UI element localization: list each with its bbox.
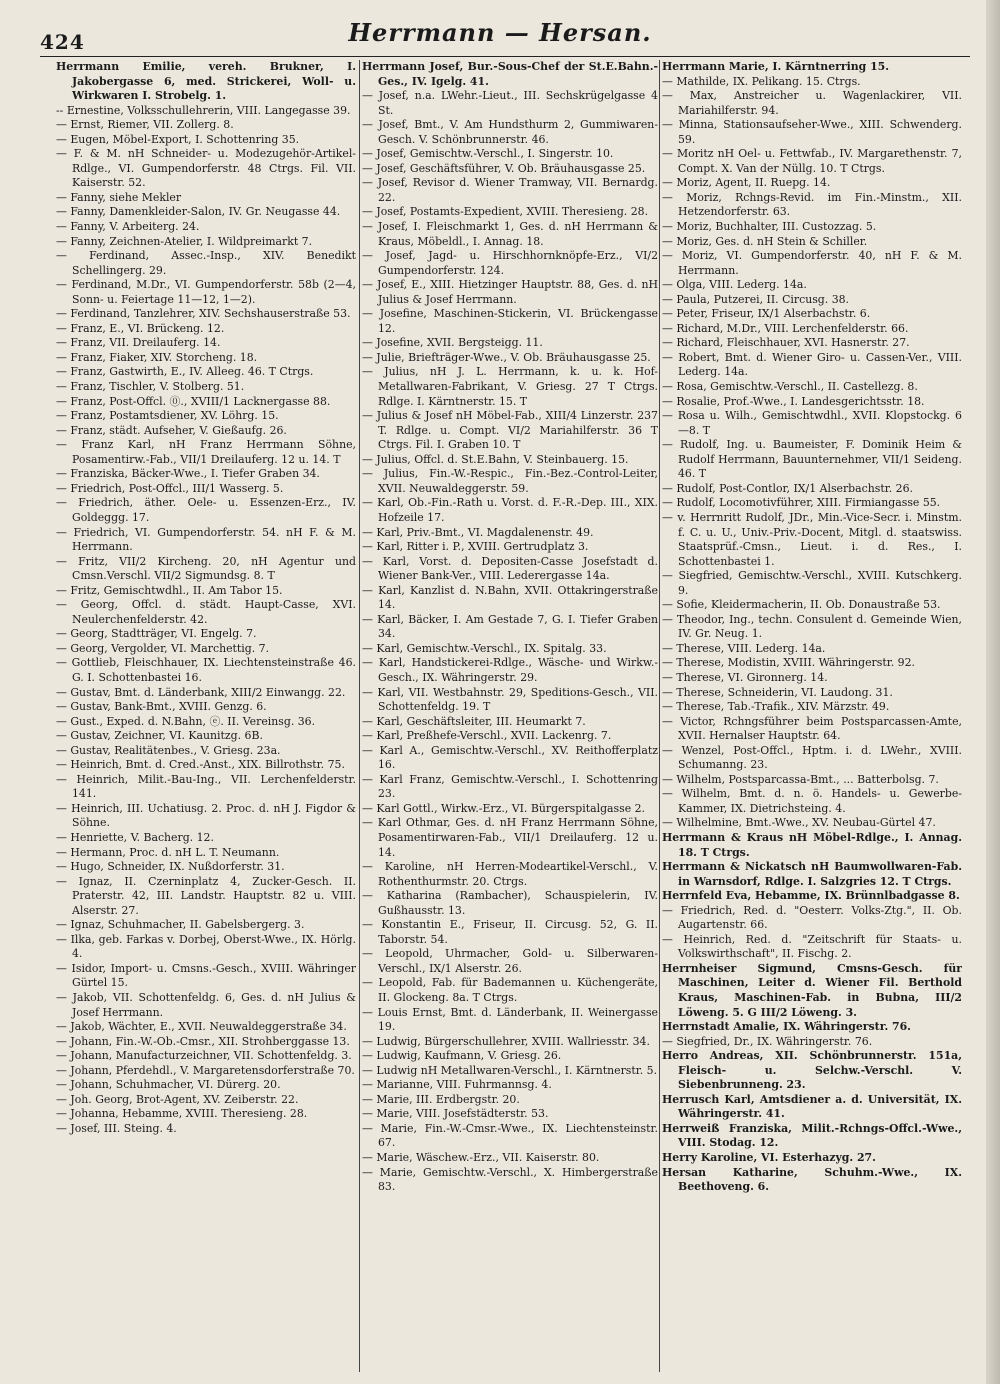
directory-entry: — Leopold, Fab. für Bademannen u. Küchengeräte, II. Glockeng. 8a. T Ctrgs. — [362, 976, 658, 1004]
directory-entry: — Josef, Revisor d. Wiener Tramway, VII. Bernardg. 22. — [362, 176, 658, 204]
directory-entry: — Gustav, Bmt. d. Länderbank, XIII/2 Einwangg. 22. — [56, 685, 346, 699]
directory-entry: — F. & M. nH Schneider- u. Modezugehör-Artikel-Rdlge., VI. Gumpendorferstr. 48 Ctrgs. Fil. VII. Kaiserstr. 52. — [56, 147, 356, 190]
directory-entry: Herrusch Karl, Amtsdiener a. d. Universität, IX. Währingerstr. 41. — [662, 1092, 962, 1121]
directory-entry: — Wilhelm, Bmt. d. n. ö. Handels- u. Gewerbe-Kammer, IX. Dietrichsteing. 4. — [662, 787, 962, 815]
directory-entry: — Fanny, Damenkleider-Salon, IV. Gr. Neugasse 44. — [56, 205, 341, 219]
directory-entry: — Moriz, VI. Gumpendorferstr. 40, nH F. & M. Herrmann. — [662, 249, 962, 277]
directory-entry: — Gust., Exped. d. N.Bahn, ⓔ. II. Vereinsg. 36. — [56, 714, 316, 728]
directory-entry: — Johann, Schuhmacher, VI. Dürerg. 20. — [56, 1078, 281, 1092]
directory-entry: — Wilhelm, Postsparcassa-Bmt., ... Batterbolsg. 7. — [662, 772, 939, 786]
directory-entry: — Friedrich, Red. d. "Oesterr. Volks-Ztg.", II. Ob. Augartenstr. 66. — [662, 903, 962, 932]
directory-entry: — Fanny, V. Arbeiterg. 24. — [56, 220, 200, 234]
directory-entry: — Eugen, Möbel-Export, I. Schottenring 35. — [56, 132, 300, 146]
directory-entry: — Therese, Schneiderin, VI. Laudong. 31. — [662, 685, 893, 699]
directory-entry: — Henriette, V. Bacherg. 12. — [56, 830, 214, 844]
directory-entry: — Fritz, VII/2 Kircheng. 20, nH Agentur und Cmsn.Verschl. VII/2 Sigmundsg. 8. T — [56, 554, 356, 583]
directory-entry: — Rosa, Gemischtw.-Verschl., II. Castellezg. 8. — [662, 380, 918, 394]
directory-entry: Hersan Katharine, Schuhm.-Wwe., IX. Beethoveng. 6. — [662, 1165, 962, 1194]
directory-entry: Herro Andreas, XII. Schönbrunnerstr. 151a, Fleisch- u. Selchw.-Verschl. V. Siebenbrunneng. 23. — [662, 1049, 962, 1092]
directory-entry: — Karl Othmar, Ges. d. nH Franz Herrmann Söhne, Posamentirwaren-Fab., VII/1 Dreilauferg. 12 u. 14. — [362, 816, 658, 859]
directory-entry: — Georg, Stadtträger, VI. Engelg. 7. — [56, 627, 257, 641]
directory-entry: — Jakob, Wächter, E., XVII. Neuwaldeggerstraße 34. — [56, 1020, 347, 1034]
directory-entry: — Therese, VIII. Lederg. 14a. — [662, 641, 826, 655]
directory-entry: — Franz, Postamtsdiener, XV. Löhrg. 15. — [56, 409, 279, 423]
directory-entry: — Rosalie, Prof.-Wwe., I. Landesgerichtsstr. 18. — [662, 394, 925, 408]
directory-entry: — Ignaz, Schuhmacher, II. Gabelsbergerg. 3. — [56, 918, 305, 932]
directory-entry: Herrmann & Kraus nH Möbel-Rdlge., I. Annag. 18. T Ctrgs. — [662, 830, 962, 859]
directory-entry: — Franz, Tischler, V. Stolberg. 51. — [56, 380, 245, 394]
directory-entry: — Karl, Ob.-Fin.-Rath u. Vorst. d. F.-R.-Dep. III., XIX. Hofzeile 17. — [362, 496, 658, 524]
directory-entry: — Rudolf, Post-Contlor, IX/1 Alserbachstr. 26. — [662, 481, 913, 495]
directory-entry: — Franz, Fiaker, XIV. Storcheng. 18. — [56, 350, 258, 364]
directory-entry: Herrnstadt Amalie, IX. Währingerstr. 76. — [662, 1020, 911, 1034]
directory-entry: — v. Herrnritt Rudolf, JDr., Min.-Vice-Secr. i. Minstm. f. C. u. U., Univ.-Priv.-Docent, Mitgl. d. staatswiss. Staatsprüf.-Cmsn., Lieut. i. d. Res., I. Schottenbastei 1. — [662, 510, 962, 568]
directory-entry: — Johann, Pferdehdl., V. Margaretensdorferstraße 70. — [56, 1063, 355, 1077]
directory-entry: — Marie, VIII. Josefstädterstr. 53. — [362, 1107, 549, 1121]
directory-entry: — Karoline, nH Herren-Modeartikel-Verschl., V. Rothenthurmstr. 20. Ctrgs. — [362, 860, 658, 888]
directory-entry: — Josefine, Maschinen-Stickerin, VI. Brückengasse 12. — [362, 307, 658, 335]
directory-entry: — Karl, Geschäftsleiter, III. Heumarkt 7. — [362, 714, 586, 728]
directory-entry: — Konstantin E., Friseur, II. Circusg. 52, G. II. Taborstr. 54. — [362, 918, 658, 946]
directory-entry: — Heinrich, Bmt. d. Cred.-Anst., XIX. Billrothstr. 75. — [56, 758, 345, 772]
directory-entry: — Karl Gottl., Wirkw.-Erz., VI. Bürgerspitalgasse 2. — [362, 801, 646, 815]
directory-entry: — Moritz nH Oel- u. Fettwfab., IV. Margarethenstr. 7, Compt. X. Van der Nüllg. 10. T Ctrgs. — [662, 147, 962, 175]
directory-entry: — Marie, Gemischtw.-Verschl., X. Himbergerstraße 83. — [362, 1165, 658, 1194]
directory-entry: — Louis Ernst, Bmt. d. Länderbank, II. Weinergasse 19. — [362, 1005, 658, 1034]
directory-entry: — Mathilde, IX. Pelikang. 15. Ctrgs. — [662, 74, 861, 88]
directory-entry: — Friedrich, VI. Gumpendorferstr. 54. nH F. & M. Herrmann. — [56, 525, 356, 554]
directory-entry: — Karl, Bäcker, I. Am Gestade 7, G. I. Tiefer Graben 34. — [362, 612, 658, 641]
directory-entry: — Friedrich, äther. Oele- u. Essenzen-Erz., IV. Goldeggg. 17. — [56, 496, 356, 524]
directory-entry: — Hugo, Schneider, IX. Nußdorferstr. 31. — [56, 860, 285, 874]
directory-entry: — Fritz, Gemischtwdhl., II. Am Tabor 15. — [56, 583, 283, 597]
directory-entry: — Fanny, siehe Mekler — [56, 190, 182, 204]
directory-entry: — Victor, Rchngsführer beim Postsparcassen-Amte, XVII. Hernalser Hauptstr. 64. — [662, 714, 962, 743]
directory-entry: Herrnheiser Sigmund, Cmsns-Gesch. für Maschinen, Leiter d. Wiener Fil. Berthold Kraus, Maschinen-Fab. in Bubna, III/2 Löweng. 5. G III/2 Löweng. 3. — [662, 961, 962, 1019]
directory-entry: — Therese, Tab.-Trafik., XIV. Märzstr. 49. — [662, 700, 890, 714]
directory-entry: — Wenzel, Post-Offcl., Hptm. i. d. LWehr., XVIII. Schumanng. 23. — [662, 743, 962, 772]
directory-entry: — Franz, Post-Offcl. ⓪., XVIII/1 Lacknergasse 88. — [56, 394, 331, 408]
directory-entry: Herrmann & Nickatsch nH Baumwollwaren-Fab. in Warnsdorf, Rdlge. I. Salzgries 12. T Ctrgs. — [662, 860, 962, 888]
directory-entry: — Julius, Offcl. d. St.E.Bahn, V. Steinbauerg. 15. — [362, 452, 629, 466]
directory-entry: — Katharina (Rambacher), Schauspielerin, IV. Gußhausstr. 13. — [362, 889, 658, 917]
directory-entry: — Karl Franz, Gemischtw.-Verschl., I. Schottenring 23. — [362, 772, 658, 801]
directory-entry: — Ignaz, II. Czerninplatz 4, Zucker-Gesch. II. Praterstr. 42, III. Landstr. Hauptstr. 82 u. VIII. Alserstr. 27. — [56, 874, 356, 917]
directory-entry: — Ludwig nH Metallwaren-Verschl., I. Kärntnerstr. 5. — [362, 1063, 658, 1077]
directory-entry: — Max, Anstreicher u. Wagenlackirer, VII. Mariahilferstr. 94. — [662, 89, 962, 117]
directory-entry: — Theodor, Ing., techn. Consulent d. Gemeinde Wien, IV. Gr. Neug. 1. — [662, 612, 962, 641]
page-number: 424 — [40, 30, 85, 54]
directory-entry: — Sofie, Kleidermacherin, II. Ob. Donaustraße 53. — [662, 598, 941, 612]
directory-entry: — Josef, Bmt., V. Am Hundsthurm 2, Gummiwaren-Gesch. V. Schönbrunnerstr. 46. — [362, 118, 658, 146]
directory-entry: — Siegfried, Dr., IX. Währingerstr. 76. — [662, 1034, 873, 1048]
directory-entry: — Karl, Handstickerei-Rdlge., Wäsche- und Wirkw.-Gesch., IX. Währingerstr. 29. — [362, 656, 658, 684]
directory-entry: — Ferdinand, Tanzlehrer, XIV. Sechshauserstraße 53. — [56, 307, 351, 321]
directory-entry: — Gustav, Zeichner, VI. Kaunitzg. 6B. — [56, 729, 263, 743]
directory-entry: — Franz, Gastwirth, E., IV. Alleeg. 46. T Ctrgs. — [56, 365, 314, 379]
directory-entry: — Gottlieb, Fleischhauer, IX. Liechtensteinstraße 46. G. I. Schottenbastei 16. — [56, 656, 356, 684]
directory-entry: — Karl, Gemischtw.-Verschl., IX. Spitalg. 33. — [362, 641, 607, 655]
directory-entry: — Therese, Modistin, XVIII. Währingerstr. 92. — [662, 656, 915, 670]
directory-entry: — Fanny, Zeichnen-Atelier, I. Wildpreimarkt 7. — [56, 234, 313, 248]
directory-entry: — Franziska, Bäcker-Wwe., I. Tiefer Graben 34. — [56, 467, 320, 481]
directory-entry: — Josef, I. Fleischmarkt 1, Ges. d. nH Herrmann & Kraus, Möbeldl., I. Annag. 18. — [362, 220, 658, 248]
directory-entry: — Ilka, geb. Farkas v. Dorbej, Oberst-Wwe., IX. Hörlg. 4. — [56, 932, 356, 961]
directory-entry: — Heinrich, Milit.-Bau-Ing., VII. Lerchenfelderstr. 141. — [56, 772, 356, 801]
directory-entry: — Hermann, Proc. d. nH L. T. Neumann. — [56, 845, 280, 859]
directory-entry: — Karl A., Gemischtw.-Verschl., XV. Reithofferplatz 16. — [362, 743, 658, 772]
directory-entry: — Franz Karl, nH Franz Herrmann Söhne, Posamentirw.-Fab., VII/1 Dreilauferg. 12 u. 14. T — [56, 438, 356, 466]
directory-entry: — Karl, Vorst. d. Depositen-Casse Josefstadt d. Wiener Bank-Ver., VIII. Lederergasse 14a. — [362, 554, 658, 583]
directory-entry: — Josef, E., XIII. Hietzinger Hauptstr. 88, Ges. d. nH Julius & Josef Herrmann. — [362, 278, 658, 306]
directory-entry: — Franz, E., VI. Brückeng. 12. — [56, 321, 225, 335]
directory-entry: — Ferdinand, Assec.-Insp., XIV. Benedikt Schellingerg. 29. — [56, 249, 356, 277]
directory-entry: — Gustav, Bank-Bmt., XVIII. Genzg. 6. — [56, 700, 267, 714]
directory-entry: — Isidor, Import- u. Cmsns.-Gesch., XVIII. Währinger Gürtel 15. — [56, 961, 356, 990]
directory-entry: — Josef, Postamts-Expedient, XVIII. Theresieng. 28. — [362, 205, 649, 219]
directory-entry: — Richard, Fleischhauer, XVI. Hasnerstr. 27. — [662, 336, 910, 350]
directory-entry: — Josefine, XVII. Bergsteigg. 11. — [362, 336, 543, 350]
directory-entry: — Karl, Priv.-Bmt., VI. Magdalenenstr. 49. — [362, 525, 594, 539]
directory-entry: — Josef, n.a. LWehr.-Lieut., III. Sechskrügelgasse 4 St. — [362, 89, 658, 117]
directory-entry: — Minna, Stationsaufseher-Wwe., XIII. Schwenderg. 59. — [662, 118, 962, 146]
directory-entry: — Karl, Preßhefe-Verschl., XVII. Lackenrg. 7. — [362, 729, 612, 743]
directory-entry: — Josef, Jagd- u. Hirschhornknöpfe-Erz., VI/2 Gumpendorferstr. 124. — [362, 249, 658, 277]
directory-entry: — Olga, VIII. Lederg. 14a. — [662, 278, 807, 292]
column-2 — [362, 60, 658, 1372]
directory-entry: — Jakob, VII. Schottenfeldg. 6, Ges. d. nH Julius & Josef Herrmann. — [56, 991, 356, 1019]
page-edge — [986, 0, 1000, 1384]
directory-entry: — Robert, Bmt. d. Wiener Giro- u. Cassen-Ver., VIII. Lederg. 14a. — [662, 350, 962, 379]
directory-entry: — Franz, städt. Aufseher, V. Gießaufg. 26. — [56, 423, 287, 437]
directory-entry: — Therese, VI. Gironnerg. 14. — [662, 670, 828, 684]
directory-entry: — Heinrich, Red. d. "Zeitschrift für Staats- u. Volkswirthschaft", II. Fischg. 2. — [662, 932, 962, 961]
directory-entry: — Karl, Ritter i. P., XVIII. Gertrudplatz 3. — [362, 540, 589, 554]
directory-entry: — Richard, M.Dr., VIII. Lerchenfelderstr. 66. — [662, 321, 909, 335]
directory-entry: — Julie, Briefträger-Wwe., V. Ob. Bräuhausgasse 25. — [362, 350, 651, 364]
directory-entry: — Friedrich, Post-Offcl., III/1 Wasserg. 5. — [56, 481, 284, 495]
directory-entry: Herrmann Josef, Bur.-Sous-Chef der St.E.Bahn.-Ges., IV. Igelg. 41. — [362, 60, 658, 88]
directory-entry: — Josef, III. Steing. 4. — [56, 1121, 177, 1135]
directory-entry: — Moriz, Rchngs-Revid. im Fin.-Minstm., XII. Hetzendorferstr. 63. — [662, 190, 962, 219]
directory-entry: Herry Karoline, VI. Esterhazyg. 27. — [662, 1151, 876, 1165]
directory-entry: -- Ernestine, Volksschullehrerin, VIII. Langegasse 39. — [56, 103, 351, 117]
directory-entry: — Ludwig, Bürgerschullehrer, XVIII. Wallriesstr. 34. — [362, 1034, 650, 1048]
column-divider — [659, 60, 660, 1372]
directory-entry: Herrmann Emilie, vereh. Brukner, I. Jakobergasse 6, med. Strickerei, Woll- u. Wirkwaren I. Strobelg. 1. — [56, 60, 356, 103]
directory-entry: — Gustav, Realitätenbes., V. Griesg. 23a. — [56, 743, 281, 757]
directory-entry: — Marie, Fin.-W.-Cmsr.-Wwe., IX. Liechtensteinstr. 67. — [362, 1121, 658, 1150]
directory-entry: Herrmann Marie, I. Kärntnerring 15. — [662, 60, 890, 73]
directory-entry: Herrnfeld Eva, Hebamme, IX. Brünnlbadgasse 8. — [662, 889, 960, 903]
directory-entry: — Ernst, Riemer, VII. Zollerg. 8. — [56, 118, 234, 132]
directory-entry: — Peter, Friseur, IX/1 Alserbachstr. 6. — [662, 307, 871, 321]
directory-entry: — Heinrich, III. Uchatiusg. 2. Proc. d. nH J. Figdor & Söhne. — [56, 801, 356, 830]
directory-entry: — Marie, Wäschew.-Erz., VII. Kaiserstr. 80. — [362, 1151, 600, 1165]
directory-entry: — Julius, nH J. L. Herrmann, k. u. k. Hof-Metallwaren-Fabrikant, V. Griesg. 27 T Ctrgs. Rdlge. I. Kärntnerstr. 15. T — [362, 365, 658, 408]
directory-entry: Herrweiß Franziska, Milit.-Rchngs-Offcl.-Wwe., VIII. Stodag. 12. — [662, 1121, 962, 1150]
directory-entry: — Wilhelmine, Bmt.-Wwe., XV. Neubau-Gürtel 47. — [662, 816, 936, 830]
directory-entry: — Georg, Vergolder, VI. Marchettig. 7. — [56, 641, 270, 655]
directory-entry: — Karl, Kanzlist d. N.Bahn, XVII. Ottakringerstraße 14. — [362, 583, 658, 612]
directory-entry: — Rudolf, Locomotivführer, XIII. Firmiangasse 55. — [662, 496, 941, 510]
header-rule — [40, 56, 970, 57]
directory-entry: — Ludwig, Kaufmann, V. Griesg. 26. — [362, 1049, 562, 1063]
directory-entry: — Julius, Fin.-W.-Respic., Fin.-Bez.-Control-Leiter, XVII. Neuwaldeggerstr. 59. — [362, 467, 658, 495]
directory-entry: — Rudolf, Ing. u. Baumeister, F. Dominik Heim & Rudolf Herrmann, Bauunternehmer, VII/1 Seideng. 46. T — [662, 438, 962, 481]
directory-entry: — Karl, VII. Westbahnstr. 29, Speditions-Gesch., VII. Schottenfeldg. 19. T — [362, 685, 658, 714]
running-header: Herrmann — Hersan. — [348, 18, 652, 47]
directory-entry: — Johanna, Hebamme, XVIII. Theresieng. 28. — [56, 1107, 308, 1121]
directory-entry: — Leopold, Uhrmacher, Gold- u. Silberwaren-Verschl., IX/1 Alserstr. 26. — [362, 947, 658, 975]
directory-entry: — Josef, Geschäftsführer, V. Ob. Bräuhausgasse 25. — [362, 161, 646, 175]
directory-entry: — Rosa u. Wilh., Gemischtwdhl., XVII. Klopstockg. 6—8. T — [662, 409, 962, 437]
column-divider — [359, 60, 360, 1372]
directory-entry: — Josef, Gemischtw.-Verschl., I. Singerstr. 10. — [362, 147, 614, 161]
directory-entry: — Paula, Putzerei, II. Circusg. 38. — [662, 292, 850, 306]
directory-entry: — Marianne, VIII. Fuhrmannsg. 4. — [362, 1078, 552, 1092]
directory-entry: — Marie, III. Erdbergstr. 20. — [362, 1092, 520, 1106]
directory-entry: — Siegfried, Gemischtw.-Verschl., XVIII. Kutschkerg. 9. — [662, 569, 962, 597]
directory-entry: — Ferdinand, M.Dr., VI. Gumpendorferstr. 58b (2—4, Sonn- u. Feiertage 11—12, 1—2). — [56, 278, 356, 306]
directory-entry: — Moriz, Agent, II. Ruepg. 14. — [662, 176, 831, 190]
directory-entry: — Moriz, Buchhalter, III. Custozzag. 5. — [662, 220, 877, 234]
directory-entry: — Johann, Fin.-W.-Ob.-Cmsr., XII. Strohberggasse 13. — [56, 1034, 350, 1048]
column-3 — [662, 60, 962, 1372]
directory-entry: — Joh. Georg, Brot-Agent, XV. Zeiberstr. 22. — [56, 1092, 299, 1106]
directory-entry: — Julius & Josef nH Möbel-Fab., XIII/4 Linzerstr. 237 T. Rdlge. u. Compt. VI/2 Mariahilferstr. 36 T Ctrgs. Fil. I. Graben 10. T — [362, 409, 658, 452]
directory-entry: — Johann, Manufacturzeichner, VII. Schottenfeldg. 3. — [56, 1049, 352, 1063]
directory-entry: — Moriz, Ges. d. nH Stein & Schiller. — [662, 234, 868, 248]
column-1 — [56, 60, 356, 1372]
directory-entry: — Franz, VII. Dreilauferg. 14. — [56, 336, 221, 350]
directory-entry: — Georg, Offcl. d. städt. Haupt-Casse, XVI. Neulerchenfelderstr. 42. — [56, 598, 356, 626]
